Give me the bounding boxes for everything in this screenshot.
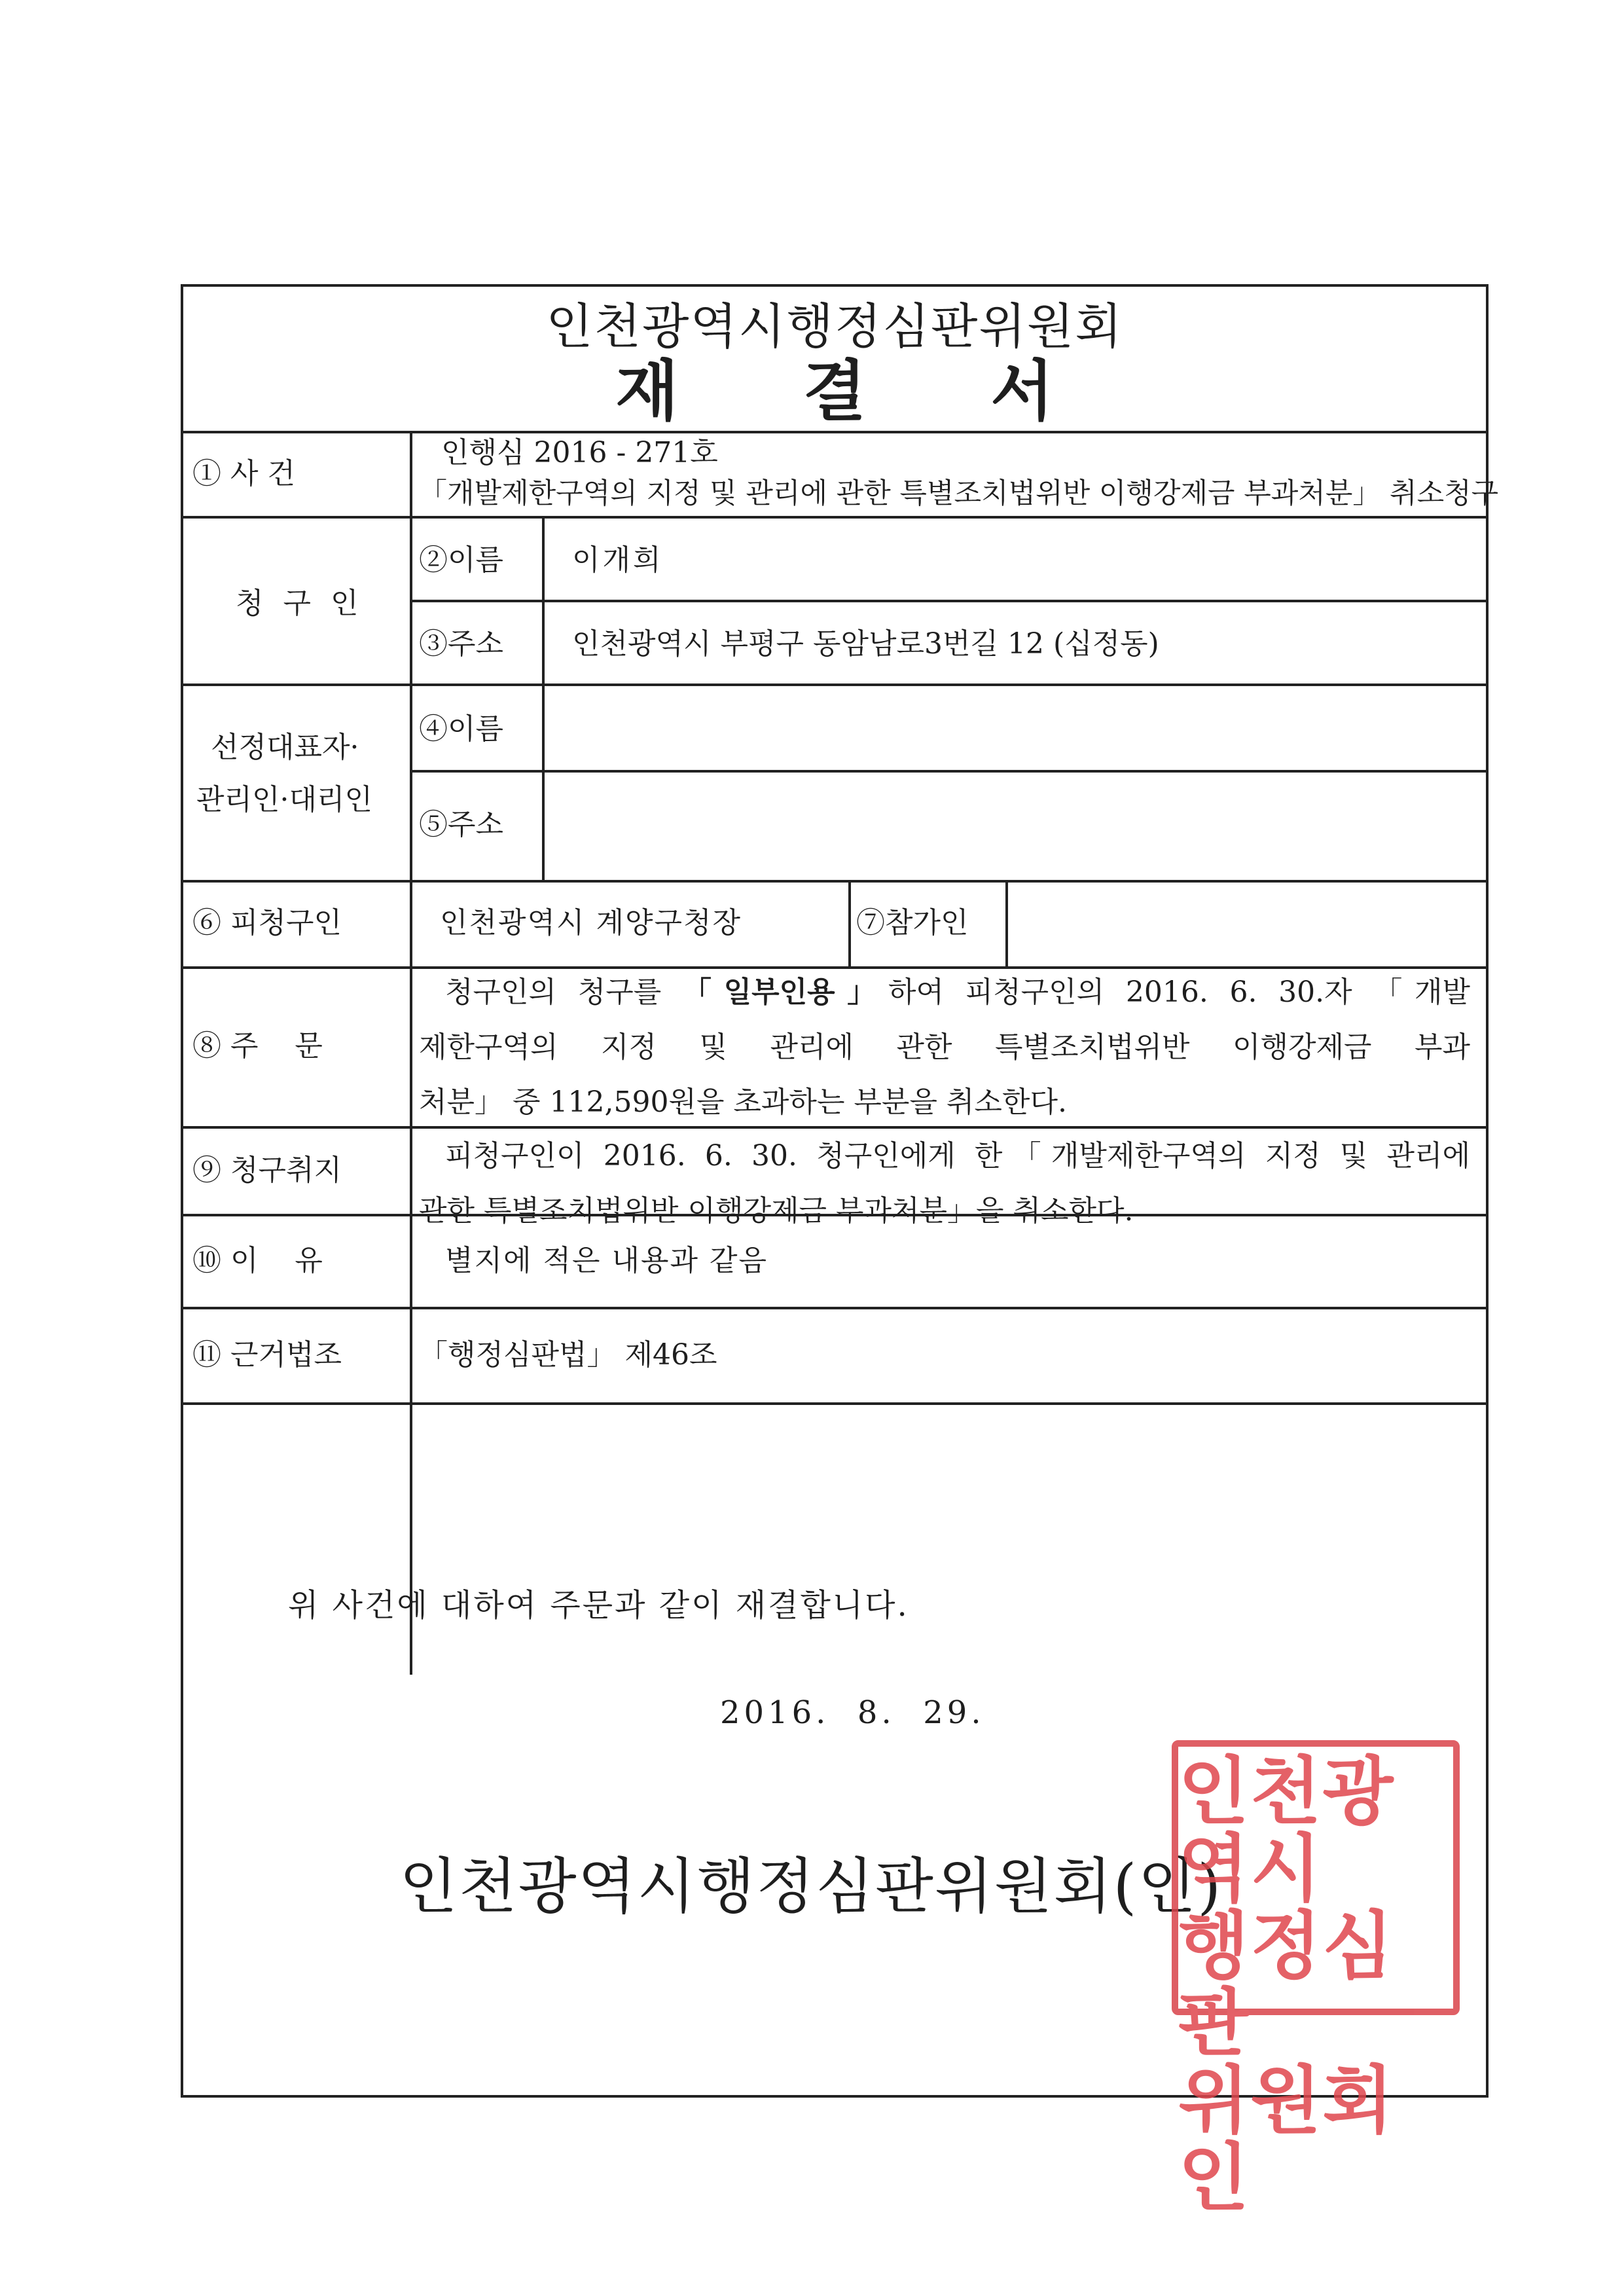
organization-title: 인천광역시행정심판위원회 (546, 299, 1123, 355)
legal-basis-value: 「행정심판법」 제46조 (419, 1338, 717, 1372)
claimant-address-label: ③주소 (419, 627, 504, 661)
row-divider (183, 683, 1486, 686)
closing-statement: 위 사건에 대하여 주문과 같이 재결합니다. (288, 1587, 909, 1624)
row-divider (183, 1307, 1486, 1309)
row-divider (183, 516, 1486, 519)
intervenor-divider-right (1005, 880, 1008, 966)
representative-address-label: ⑤주소 (419, 808, 504, 841)
representative-label-line1: 선정대표자· (211, 731, 359, 764)
legal-basis-label: ⑪ 근거법조 (192, 1338, 342, 1372)
reason-value: 별지에 적은 내용과 같음 (445, 1244, 768, 1277)
representative-label-line2: 관리인·대리인 (196, 783, 373, 816)
case-label: ① 사 건 (192, 457, 295, 490)
claimant-address: 인천광역시 부평구 동암남로3번길 12 (십정동) (572, 627, 1159, 661)
decision-date: 2016. 8. 29. (720, 1694, 985, 1731)
claim-purpose-text: 피청구인이 2016. 6. 30. 청구인에게 한「개발제한구역의 지정 및 관리에 관한 특별조치법위반 이행강제금 부과처분」을 취소한다. (419, 1139, 1470, 1228)
claimant-name: 이개희 (572, 543, 664, 577)
claimant-name-label: ②이름 (419, 543, 504, 577)
reason-label: ⑩ 이 유 (192, 1244, 323, 1277)
intervenor-label: ⑦참가인 (856, 906, 969, 939)
claim-purpose-label: ⑨ 청구취지 (192, 1154, 342, 1187)
row-divider (183, 1402, 1486, 1405)
case-number: 인행심 2016 - 271호 (441, 436, 718, 469)
row-divider (183, 880, 1486, 883)
claimant-label: 청 구 인 (236, 587, 364, 620)
sublabel-column-divider (542, 516, 545, 880)
order-text: 청구인의 청구를 「일부인용」하여 피청구인의 2016. 6. 30.자 「개발 제한구역의 지정 및 관리에 관한 특별조치법위반 이행강제금 부과 처분」 중 112,590원을 초과하는 부분을 취소한다. (419, 975, 1471, 1119)
row-divider (410, 770, 1486, 773)
document-header (183, 287, 1486, 433)
label-column-divider (410, 431, 412, 1675)
official-seal: 인천광역시 행정심판 위원회인 (1172, 1740, 1460, 2015)
partial-acceptance-text: 「일부인용」 (682, 975, 888, 1009)
respondent-value: 인천광역시 계양구청장 (440, 906, 742, 939)
case-title: 「개발제한구역의 지정 및 관리에 관한 특별조치법위반 이행강제금 부과처분」 취소청구 (419, 477, 1499, 510)
row-divider (410, 600, 1486, 602)
committee-signature: 인천광역시행정심판위원회(인) (399, 1851, 1223, 1922)
intervenor-divider-left (848, 880, 851, 966)
respondent-label: ⑥ 피청구인 (192, 906, 342, 939)
document-title: 재결서 (615, 352, 1178, 429)
decision-document (181, 284, 1499, 2221)
order-label: ⑧ 주 문 (192, 1029, 323, 1063)
representative-name-label: ④이름 (419, 712, 504, 746)
